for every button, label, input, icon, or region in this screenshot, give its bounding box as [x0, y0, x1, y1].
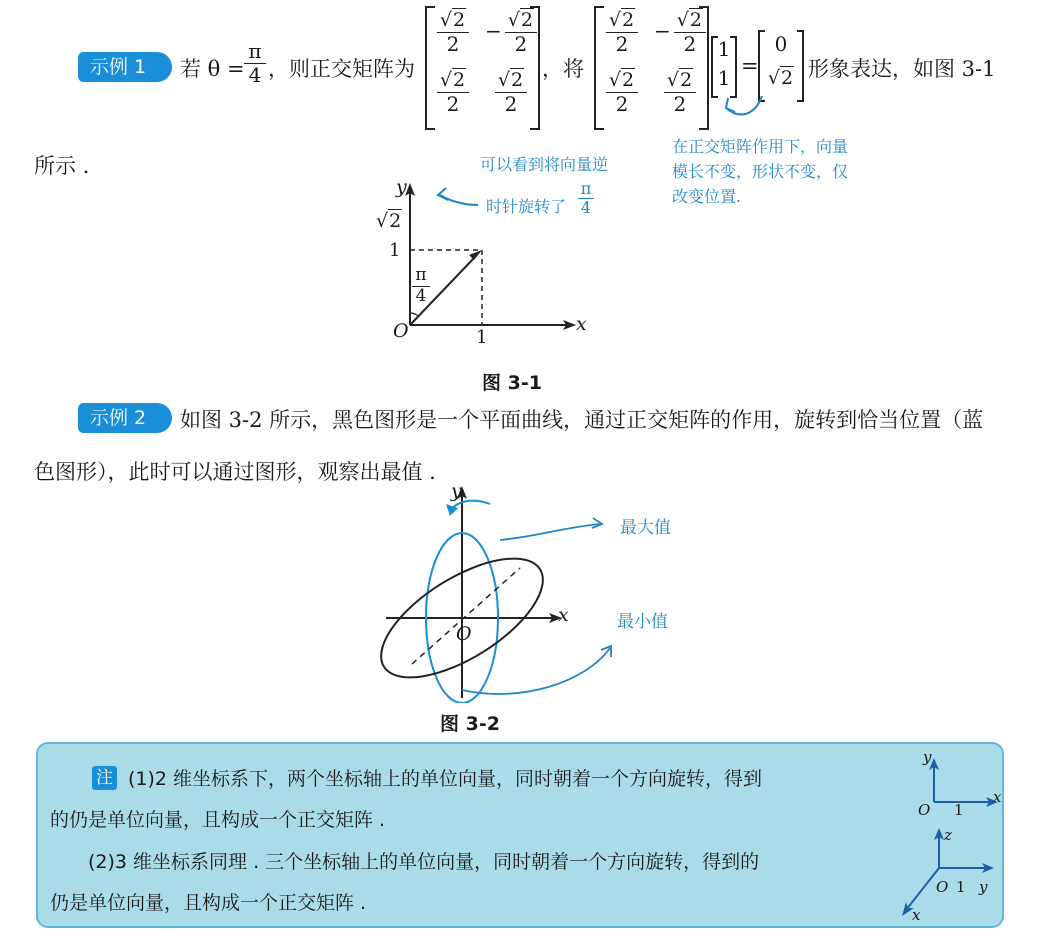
matrix2-cell-21: $\frac{√2}{2}$ — [606, 68, 638, 116]
note-2d-origin: O — [918, 801, 931, 819]
note-box — [36, 742, 1004, 928]
max-label-pointer-head — [592, 518, 602, 528]
note-p2-line2: 仍是单位向量，且构成一个正交矩阵 . — [50, 892, 367, 914]
input-vector-x: 1 — [717, 37, 731, 61]
example-1-text-mid2: ，将 — [542, 57, 584, 81]
fig2-y-label: y — [451, 480, 462, 502]
rotation-note-fraction: $\frac{\pi}{4}$ — [578, 180, 594, 218]
example-2-text-line1: 如图 3-2 所示，黑色图形是一个平面曲线，通过正交矩阵的作用，旋转到恰当位置（蓝 — [180, 408, 984, 432]
note-p1-line2: 的仍是单位向量，且构成一个正交矩阵 . — [50, 809, 386, 831]
example-1-text-before: 若 θ = — [180, 57, 245, 81]
matrix-cell-11: $\frac{√2}{2}$ — [437, 8, 469, 56]
angle-arc — [410, 313, 419, 317]
min-label-pointer — [462, 648, 610, 694]
max-label-pointer — [500, 524, 600, 540]
example-2-badge: 示例 2 — [78, 403, 172, 433]
note-3d-tick-1: 1 — [956, 878, 966, 896]
equals-sign: = — [741, 54, 759, 78]
note-3d-z-label: z — [944, 826, 952, 844]
rotation-note-line2: 时针旋转了 — [486, 197, 567, 216]
note-p1-line1: (1)2 维坐标系下，两个坐标轴上的单位向量，同时朝着一个方向旋转，得到 — [128, 768, 763, 790]
min-value-label: 最小值 — [617, 612, 668, 632]
example-1-badge: 示例 1 — [78, 52, 172, 82]
matrix-cell-22: $\frac{√2}{2}$ — [495, 68, 527, 116]
fig1-y-label: y — [396, 176, 407, 198]
note-tag: 注 — [92, 766, 117, 790]
fig1-sqrt2-label: √2 — [376, 210, 402, 232]
matrix2-cell-11: $\frac{√2}{2}$ — [606, 8, 638, 56]
matrix-note-line1: 在正交矩阵作用下，向量 — [672, 137, 849, 156]
note-3d-x-axis — [906, 868, 939, 910]
note-2d-y-label: y — [923, 748, 932, 766]
figure-3-2-caption: 图 3-2 — [440, 713, 500, 735]
example-1-text-line2: 所示 . — [34, 154, 90, 178]
figure-3-2 — [370, 478, 690, 703]
note-3d-y-label: y — [979, 878, 988, 896]
matrix-note-line2: 模长不变，形状不变，仅 — [672, 162, 849, 181]
matrix-note-line3: 改变位置. — [672, 187, 742, 206]
example-1-text-mid: ，则正交矩阵为 — [268, 57, 415, 81]
matrix2-cell-12: − $\frac{√2}{2}$ — [654, 8, 706, 56]
note-2d-tick-1: 1 — [954, 801, 964, 819]
output-vector-x: 0 — [774, 32, 788, 56]
matrix-note-arrow — [726, 96, 762, 114]
matrix-cell-21: $\frac{√2}{2}$ — [437, 68, 469, 116]
input-vector-y: 1 — [717, 66, 731, 90]
max-value-label: 最大值 — [620, 518, 671, 538]
matrix-cell-12: − $\frac{√2}{2}$ — [485, 8, 537, 56]
note-3d-origin: O — [936, 878, 949, 896]
matrix2-cell-22: $\frac{√2}{2}$ — [664, 68, 696, 116]
rotation-arrow — [450, 501, 490, 512]
theta-denominator: 4 — [248, 63, 262, 87]
fig1-tick-y1: 1 — [389, 240, 401, 261]
example-2-text-line2: 色图形），此时可以通过图形，观察出最值 . — [34, 460, 436, 484]
fig1-origin: O — [393, 320, 409, 342]
theta-numerator: π — [244, 40, 266, 64]
fig2-origin: O — [456, 623, 472, 645]
example-1-text-after: 形象表达，如图 3-1 — [808, 57, 996, 81]
fig2-x-label: x — [558, 604, 569, 626]
fig1-tick-x1: 1 — [476, 327, 488, 348]
rotated-vector-arrowhead — [469, 250, 482, 260]
fig1-angle-fraction: $\frac{\pi}{4}$ — [412, 266, 430, 306]
note-3d-x-label: x — [912, 906, 921, 924]
rotation-note-line1: 可以看到将向量逆 — [480, 155, 609, 174]
note-2d-x-label: x — [993, 788, 1002, 806]
note-p2-line1: (2)3 维坐标系同理 . 三个坐标轴上的单位向量，同时朝着一个方向旋转，得到的 — [88, 851, 760, 873]
figure-3-1-caption: 图 3-1 — [482, 372, 542, 394]
fig1-x-label: x — [576, 313, 587, 335]
output-vector-y: √2 — [767, 67, 794, 89]
